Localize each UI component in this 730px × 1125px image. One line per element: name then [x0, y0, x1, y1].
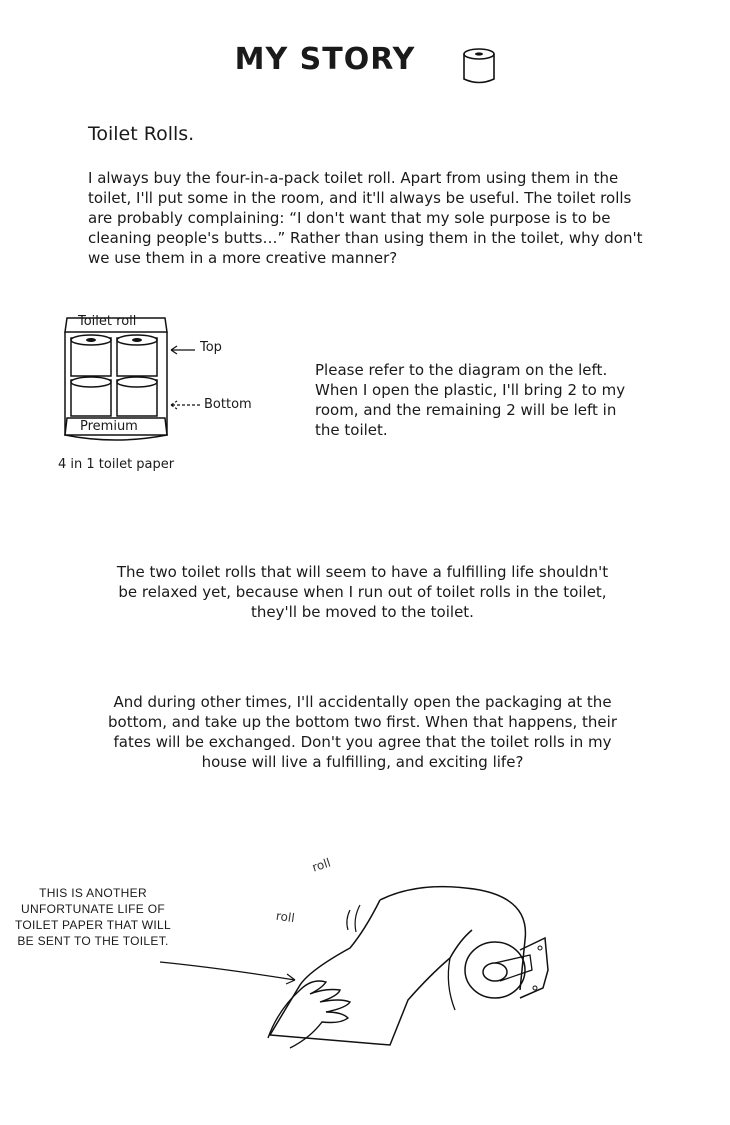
pack-label-top: Toilet roll	[78, 314, 137, 329]
side-note: THIS IS ANOTHER UNFORTUNATE LIFE OF TOILET PAPER THAT WILL BE SENT TO THE TOILET.	[15, 886, 171, 948]
diagram-caption: 4 in 1 toilet paper	[58, 457, 175, 472]
intro-paragraph: I always buy the four-in-a-pack toilet roll. Apart from using them in the toilet, I'll put some in the room, and it'll always be useful. The toilet rolls are probably complaining: “I don't want that my sole purpose is to be cleaning people's butts…” Rather than using them in the toilet, why don't we use them in a more creative manner?	[88, 169, 643, 267]
pack-label-bottom: Premium	[80, 419, 138, 434]
toilet-pack-diagram	[55, 310, 275, 460]
fate-paragraph: The two toilet rolls that will seem to have a fulfilling life shouldn't be relaxed yet, because when I run out of toilet rolls in the toilet, they'll be moved to the toilet.	[116, 563, 609, 621]
exchange-paragraph: And during other times, I'll accidentally open the packaging at the bottom, and take up the bottom two first. When that happens, their fates will be exchanged. Don't you agree that the toilet rolls in my house will live a fulfilling, and exciting life?	[108, 693, 617, 771]
toilet-paper-holder-illustration	[150, 870, 570, 1070]
toilet-roll-icon	[460, 46, 500, 86]
page-title: MY STORY	[234, 42, 416, 77]
section-heading: Toilet Rolls.	[88, 123, 195, 145]
sound-effect-roll-2: roll	[275, 908, 296, 926]
arrow-label-top: Top	[200, 340, 222, 355]
sound-effect-roll-1: roll	[310, 855, 333, 875]
arrow-label-bottom: Bottom	[204, 397, 252, 412]
diagram-explanation: Please refer to the diagram on the left. When I open the plastic, I'll bring 2 to my room, and the remaining 2 will be left in the toilet.	[315, 361, 626, 439]
